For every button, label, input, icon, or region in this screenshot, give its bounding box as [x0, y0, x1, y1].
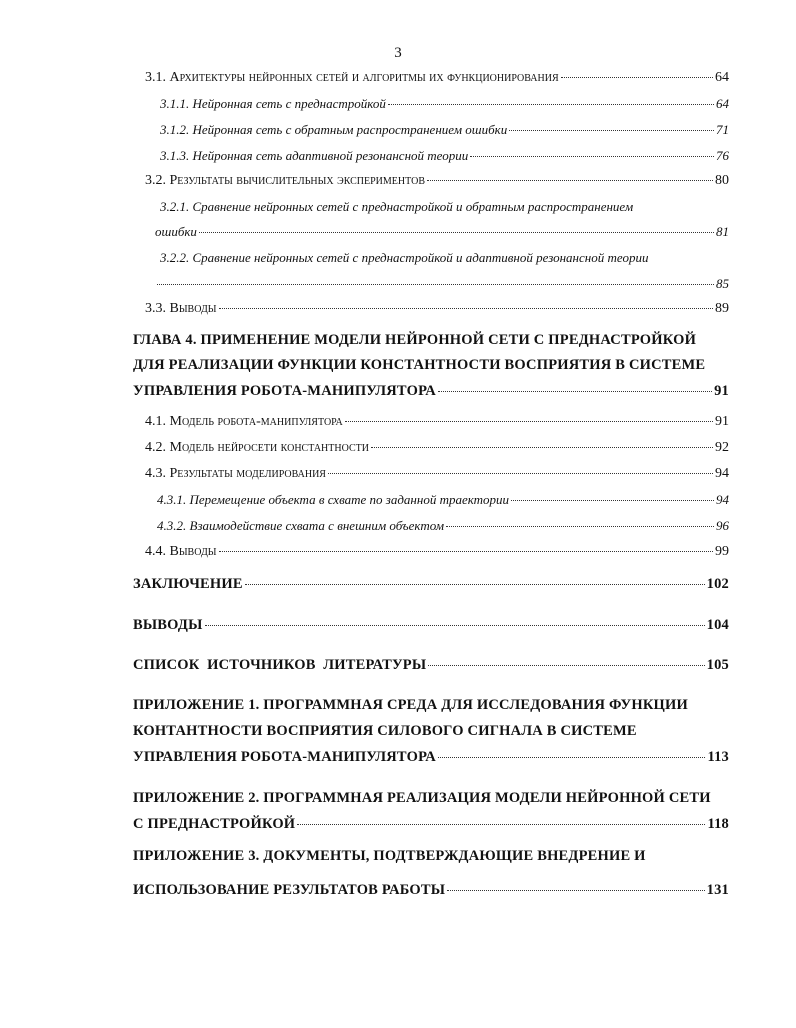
toc-title: ошибки [155, 224, 197, 239]
toc-title: 4.3. Результаты моделирования [145, 466, 326, 481]
toc-page: 102 [706, 576, 729, 592]
toc-title: ВЫВОДЫ [133, 617, 203, 633]
leader-dots [428, 665, 704, 666]
toc-page: 113 [707, 749, 729, 765]
leader-dots [297, 824, 705, 825]
toc-entry-3-1-1 [160, 95, 729, 113]
toc-entry-4-3-2 [157, 517, 729, 535]
toc-page: 118 [707, 816, 729, 832]
toc-title: 3.1.3. Нейронная сеть адаптивной резонансной теории [160, 148, 469, 163]
toc-page: 99 [715, 544, 729, 559]
leader-dots [446, 526, 714, 527]
toc-entry-4-2 [145, 439, 729, 457]
toc-references [133, 656, 729, 674]
leader-dots [427, 180, 713, 181]
leader-dots [345, 421, 713, 422]
toc-page: 85 [716, 276, 729, 291]
toc-page: 91 [714, 383, 729, 399]
toc-page: 89 [715, 301, 729, 316]
leader-dots [470, 156, 714, 157]
toc-page: 96 [716, 518, 729, 533]
toc-title: С ПРЕДНАСТРОЙКОЙ [133, 816, 296, 832]
toc-appendix-1-line1: ПРИЛОЖЕНИЕ 1. ПРОГРАММНАЯ СРЕДА ДЛЯ ИССЛЕДОВАНИЯ ФУНКЦИИ [133, 697, 688, 713]
toc-page: 76 [716, 148, 729, 163]
toc-title: 3.1.1. Нейронная сеть с преднастройкой [160, 96, 386, 111]
toc-entry-3-2-1-line1: 3.2.1. Сравнение нейронных сетей с преднастройкой и обратным распространением [160, 199, 634, 214]
toc-conclusion [133, 575, 729, 593]
toc-entry-3-2-2 [155, 275, 729, 293]
toc-title: 4.4. Выводы [145, 544, 217, 559]
leader-dots [219, 308, 714, 309]
toc-title: 4.1. Модель робота-манипулятора [145, 414, 343, 429]
leader-dots [371, 447, 713, 448]
toc-page: 94 [716, 492, 729, 507]
toc-entry-3-1-2 [160, 121, 729, 139]
toc-appendix-3-line1: ПРИЛОЖЕНИЕ 3. ДОКУМЕНТЫ, ПОДТВЕРЖДАЮЩИЕ ВНЕДРЕНИЕ И [133, 848, 646, 864]
toc-appendix-1-line2: КОНТАНТНОСТИ ВОСПРИЯТИЯ СИЛОВОГО СИГНАЛА В СИСТЕМЕ [133, 723, 637, 739]
toc-findings [133, 616, 729, 634]
leader-dots [438, 391, 712, 392]
leader-dots [157, 284, 714, 285]
toc-entry-4-1 [145, 413, 729, 431]
toc-page: 92 [715, 440, 729, 455]
toc-title: 3.3. Выводы [145, 301, 217, 316]
toc-appendix-2-line1: ПРИЛОЖЕНИЕ 2. ПРОГРАММНАЯ РЕАЛИЗАЦИЯ МОДЕЛИ НЕЙРОННОЙ СЕТИ [133, 790, 711, 806]
toc-entry-4-3-1 [157, 491, 729, 509]
toc-page: 104 [706, 617, 729, 633]
toc-entry-3-2 [145, 172, 729, 190]
toc-entry-3-1-3 [160, 147, 729, 165]
toc-page: 91 [715, 414, 729, 429]
toc-title: СПИСОК ИСТОЧНИКОВ ЛИТЕРАТУРЫ [133, 657, 427, 673]
toc-page: 94 [715, 466, 729, 481]
page-number: 3 [394, 45, 402, 61]
toc-title: УПРАВЛЕНИЯ РОБОТА-МАНИПУЛЯТОРА [133, 383, 436, 399]
toc-appendix-1 [133, 748, 729, 766]
toc-entry-3-1 [145, 69, 729, 87]
toc-title: 4.2. Модель нейросети константности [145, 440, 369, 455]
leader-dots [199, 232, 714, 233]
toc-page: 131 [706, 882, 729, 898]
toc-page: 105 [706, 657, 729, 673]
leader-dots [219, 551, 714, 552]
toc-entry-3-2-1 [155, 223, 729, 241]
toc-page: 81 [716, 224, 729, 239]
leader-dots [388, 104, 714, 105]
toc-page: 71 [716, 122, 729, 137]
leader-dots [328, 473, 713, 474]
toc-entry-3-3 [145, 300, 729, 318]
toc-entry-3-2-2-line1: 3.2.2. Сравнение нейронных сетей с преднастройкой и адаптивной резонансной теории [160, 250, 649, 265]
leader-dots [438, 757, 705, 758]
leader-dots [511, 500, 714, 501]
toc-title: 4.3.2. Взаимодействие схвата с внешним объектом [157, 518, 445, 533]
toc-page: 64 [715, 70, 729, 85]
leader-dots [509, 130, 714, 131]
toc-chapter-4 [133, 382, 729, 400]
toc-title: 3.1.2. Нейронная сеть с обратным распространением ошибки [160, 122, 508, 137]
toc-page: 64 [716, 96, 729, 111]
toc-title: УПРАВЛЕНИЯ РОБОТА-МАНИПУЛЯТОРА [133, 749, 436, 765]
leader-dots [447, 890, 704, 891]
toc-title: 3.2. Результаты вычислительных экспериментов [145, 173, 425, 188]
toc-entry-4-3 [145, 465, 729, 483]
toc-title: ЗАКЛЮЧЕНИЕ [133, 576, 243, 592]
toc-title: 3.1. Архитектуры нейронных сетей и алгоритмы их функционирования [145, 70, 559, 85]
leader-dots [245, 584, 705, 585]
toc-page: 80 [715, 173, 729, 188]
toc-appendix-2 [133, 815, 729, 833]
toc-chapter-4-line1: ГЛАВА 4. ПРИМЕНЕНИЕ МОДЕЛИ НЕЙРОННОЙ СЕТИ С ПРЕДНАСТРОЙКОЙ [133, 332, 697, 348]
toc-title: 4.3.1. Перемещение объекта в схвате по заданной траектории [157, 492, 510, 507]
toc-title: ИСПОЛЬЗОВАНИЕ РЕЗУЛЬТАТОВ РАБОТЫ [133, 882, 446, 898]
toc-appendix-3 [133, 881, 729, 899]
leader-dots [561, 77, 713, 78]
toc-chapter-4-line2: ДЛЯ РЕАЛИЗАЦИИ ФУНКЦИИ КОНСТАНТНОСТИ ВОСПРИЯТИЯ В СИСТЕМЕ [133, 357, 706, 373]
leader-dots [205, 625, 705, 626]
toc-entry-4-4 [145, 543, 729, 561]
